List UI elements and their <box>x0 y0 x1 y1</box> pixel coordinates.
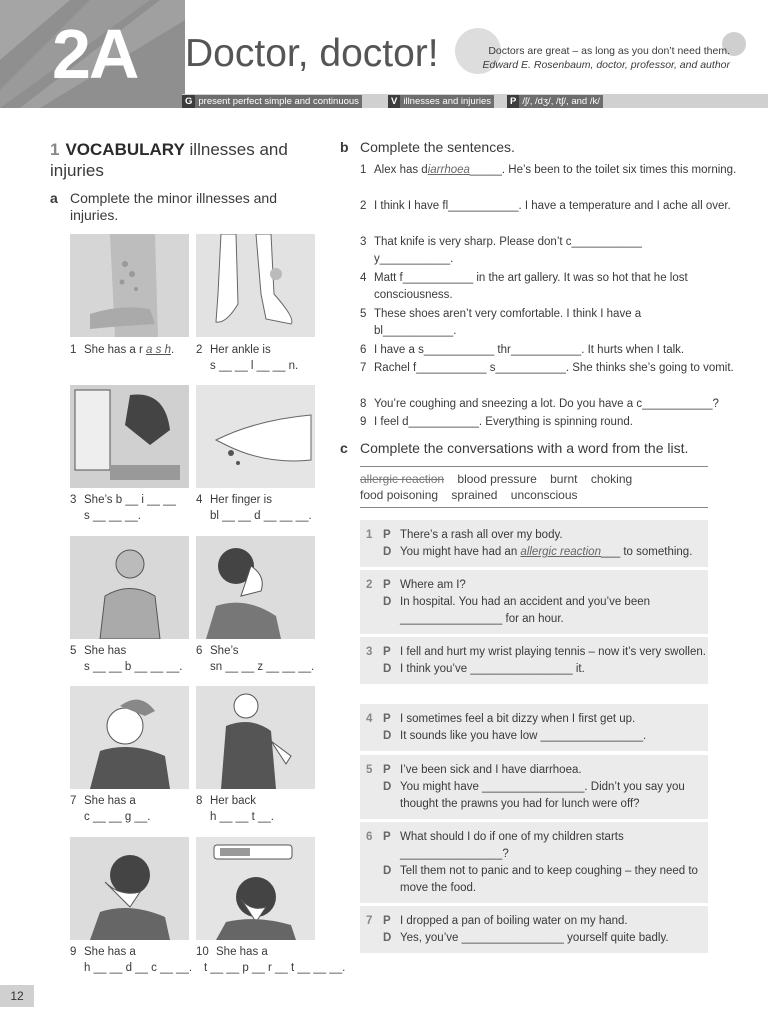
sentence-item: 3 That knife is very sharp. Please don’t c___________ y___________. <box>360 236 642 265</box>
tag-grammar: G present perfect simple and continuous <box>182 95 362 108</box>
word-item: burnt <box>550 472 578 486</box>
page-number: 12 <box>0 985 34 1007</box>
sentence-item: 8 You’re coughing and sneezing a lot. Do you have a c___________? <box>360 398 719 410</box>
item-1-caption: 1 She has a r a s h. <box>70 344 175 356</box>
quote <box>470 44 730 72</box>
bleeding-finger-illustration <box>196 385 315 488</box>
item-4-caption: 4 Her finger is bl __ __ d __ __ __. <box>196 494 312 522</box>
word-item: allergic reaction <box>360 472 445 486</box>
unit-number: 2A <box>52 15 138 93</box>
word-item: sprained <box>451 488 498 502</box>
ankle-illustration <box>196 234 315 337</box>
conversation-1: 1 P There’s a rash all over my body. D You might have had an allergic reaction___ to something. <box>360 520 708 567</box>
conversation-5: 5 P I’ve been sick and I have diarrhoea. D You might have ________________. Didn’t you say you thought the prawns you had for lunch were off? <box>360 755 708 819</box>
quote-author: Edward E. Rosenbaum, doctor, professor, and author <box>482 59 730 71</box>
word-list <box>360 466 708 508</box>
cough-illustration <box>70 686 189 789</box>
item-8-caption: 8 Her back h __ __ t __. <box>196 795 274 823</box>
sentence-item: 5 These shoes aren’t very comfortable. I think I have a bl___________. <box>360 308 642 337</box>
sentence-item: 6 I have a s___________ thr___________. It hurts when I talk. <box>360 344 685 356</box>
exercise-b-heading: b Complete the sentences. <box>340 139 515 155</box>
temperature-illustration <box>196 837 315 940</box>
conversation-4: 4 P I sometimes feel a bit dizzy when I first get up. D It sounds like you have low ________________. <box>360 704 708 751</box>
exercise-c-heading: c Complete the conversations with a word from the list. <box>340 440 689 456</box>
tag-vocabulary: V illnesses and injuries <box>388 95 494 108</box>
sentence-item: 9 I feel d___________. Everything is spinning round. <box>360 416 633 428</box>
rash-illustration <box>70 234 189 337</box>
word-item: food poisoning <box>360 488 439 502</box>
sneezing-illustration <box>196 536 315 639</box>
conversation-3: 3 P I fell and hurt my wrist playing tennis – now it’s very swollen. D I think you’ve ________________ it. <box>360 637 708 684</box>
tag-pronunciation: P /ʃ/, /dʒ/, /tʃ/, and /k/ <box>507 95 603 108</box>
item-3-caption: 3 She’s b __ i __ __ s __ __ __. <box>70 494 176 522</box>
burn-illustration <box>70 385 189 488</box>
exercise-a-heading: a Complete the minor illnesses and injuries. <box>50 190 277 223</box>
item-9-caption: 9 She has a h __ __ d __ c __ __. <box>70 946 193 974</box>
item-5-caption: 5 She has s __ __ b __ __ __. <box>70 645 183 673</box>
headache-illustration <box>70 837 189 940</box>
conversation-6: 6 P What should I do if one of my children starts ________________? D Tell them not to panic and to keep coughing – they need to move the food. <box>360 822 708 903</box>
item-10-caption: 10 She has a t __ __ p __ r __ t __ __ __. <box>196 946 346 974</box>
word-item: unconscious <box>510 488 578 502</box>
page-title: Doctor, doctor! <box>185 32 439 75</box>
word-item: choking <box>590 472 633 486</box>
item-7-caption: 7 She has a c __ __ g __. <box>70 795 151 823</box>
sentence-item: 1 Alex has diarrhoea_____. He’s been to the toilet six times this morning. <box>360 164 737 176</box>
sunburn-illustration <box>70 536 189 639</box>
sentence-item: 4 Matt f___________ in the art gallery. It was so hot that he lost consciousness. <box>360 272 688 301</box>
item-6-caption: 6 She’s sn __ __ z __ __ __. <box>196 645 315 673</box>
section-heading: 1 VOCABULARY illnesses and injuries <box>50 140 288 180</box>
word-item: blood pressure <box>457 472 537 486</box>
unit-banner <box>0 0 185 108</box>
conversation-2: 2 P Where am I? D In hospital. You had an accident and you’ve been ________________ for an hour. <box>360 570 708 634</box>
item-2-caption: 2 Her ankle is s __ __ l __ __ n. <box>196 344 299 372</box>
sentence-item: 2 I think I have fl___________. I have a temperature and I ache all over. <box>360 200 731 212</box>
quote-text: Doctors are great – as long as you don’t need them. <box>488 45 730 57</box>
backache-illustration <box>196 686 315 789</box>
conversation-7: 7 P I dropped a pan of boiling water on my hand. D Yes, you’ve ________________ yourself quite badly. <box>360 906 708 953</box>
sentence-item: 7 Rachel f___________ s___________. She thinks she’s going to vomit. <box>360 362 734 374</box>
